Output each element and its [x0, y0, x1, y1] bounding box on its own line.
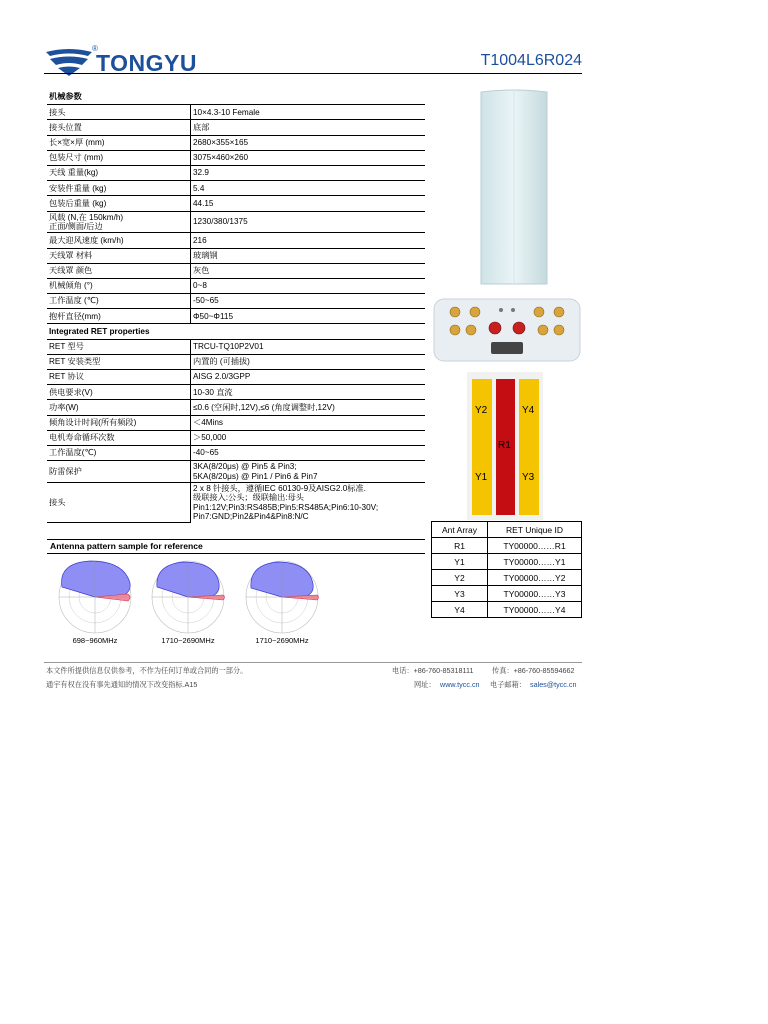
table-row: 工作温度(℃) -40~65 — [47, 445, 425, 460]
pattern-divider-top — [47, 539, 425, 540]
label-r1: R1 — [498, 440, 511, 451]
pattern-label-3: 1710~2690MHz — [255, 636, 309, 645]
table-row: 电机寿命循环次数 ＞50,000 — [47, 430, 425, 445]
footer-divider — [44, 662, 582, 663]
table-row: 风载 (N,在 150km/h) 正面/侧面/后边 1230/380/1375 — [47, 211, 425, 233]
footer-email-label: 电子邮箱： — [490, 680, 526, 689]
connector-panel-image — [433, 298, 581, 362]
table-row: 防雷保护 3KA(8/20μs) @ Pin5 & Pin3; 5KA(8/20μs) @ Pin1 / Pin6 & Pin7 — [47, 461, 425, 483]
polar-pattern-1-icon — [50, 557, 140, 637]
table-row: 接头位置 底部 — [47, 120, 425, 135]
footer-note-2: 通宇有权在没有事先通知的情况下改变指标.A15 — [46, 680, 198, 689]
array-column-right — [519, 379, 539, 515]
mech-title: 机械参数 — [47, 90, 425, 105]
antenna-radome-image — [475, 88, 553, 288]
ret-id-table — [431, 521, 582, 618]
polar-pattern-3-icon — [237, 557, 327, 637]
table-row: 抱杆直径(mm) Φ50~Φ115 — [47, 309, 425, 324]
table-row: 功率(W) ≤0.6 (空闲时,12V),≤6 (角度调整时,12V) — [47, 400, 425, 415]
label-y4: Y4 — [522, 405, 535, 416]
array-column-left — [472, 379, 492, 515]
footer-email-link[interactable]: sales@tycc.cn — [530, 680, 577, 689]
table-row: Y4 TY00000……Y4 — [432, 602, 582, 618]
table-row: 最大迎风速度 (km/h) 216 — [47, 233, 425, 248]
spec-table — [47, 90, 425, 523]
table-row: 接头 10×4.3-10 Female — [47, 105, 425, 120]
table-row: 长×宽×厚 (mm) 2680×355×165 — [47, 135, 425, 150]
table-row: 供电要求(V) 10-30 直流 — [47, 385, 425, 400]
table-row: RET 型号 TRCU-TQ10P2V01 — [47, 339, 425, 354]
table-row: 包装后重量 (kg) 44.15 — [47, 196, 425, 211]
pattern-title: Antenna pattern sample for reference — [50, 541, 203, 551]
section-header — [47, 324, 425, 339]
footer-web-link[interactable]: www.tycc.cn — [440, 680, 480, 689]
brand-name: TONGYU — [96, 50, 197, 76]
array-diagram — [467, 372, 543, 520]
table-row: 天线罩 颜色 灰色 — [47, 263, 425, 278]
table-row: 天线罩 材料 玻璃钢 — [47, 248, 425, 263]
pattern-label-2: 1710~2690MHz — [161, 636, 215, 645]
table-row: Y3 TY00000……Y3 — [432, 586, 582, 602]
label-y3: Y3 — [522, 472, 535, 483]
label-y2: Y2 — [475, 405, 488, 416]
registered-mark: ® — [92, 44, 98, 53]
table-row: Y2 TY00000……Y2 — [432, 570, 582, 586]
table-row: 工作温度 (℃) -50~65 — [47, 294, 425, 309]
table-row: R1 TY00000……R1 — [432, 538, 582, 554]
table-row: 机械倾角 (°) 0~8 — [47, 278, 425, 293]
table-row: RET 安装类型 内置的 (可插拔) — [47, 354, 425, 369]
table-header-row: Ant Array RET Unique ID — [432, 522, 582, 538]
pattern-label-1: 698~960MHz — [72, 636, 118, 645]
table-row: 安装件重量 (kg) 5.4 — [47, 181, 425, 196]
table-row: 天线 重量(kg) 32.9 — [47, 165, 425, 180]
section-header — [47, 90, 425, 105]
footer-note-1: 本文件所提供信息仅供参考，不作为任何订单或合同的一部分。 — [46, 666, 248, 675]
table-row: Y1 TY00000……Y1 — [432, 554, 582, 570]
table-row: 接头 2 x 8 针接头，遵循IEC 60130-9及AISG2.0标准. 级联接入:公头；级联输出:母头 Pin1:12V;Pin3:RS485B;Pin5:RS485A;Pin6:10-30V; Pin7:GND;Pin2&Pin4&Pin8:N/C — [49, 484, 379, 522]
table-row: 倾角设计时间(所有频段) ＜4Mins — [47, 415, 425, 430]
ret-title: Integrated RET properties — [47, 324, 425, 339]
footer-web-label: 网址： — [414, 680, 436, 689]
label-y1: Y1 — [475, 472, 488, 483]
footer-tel: 电话：+86-760-85318111 — [392, 666, 474, 675]
model-number: T1004L6R024 — [480, 52, 582, 69]
table-row: RET 协议 AISG 2.0/3GPP — [47, 370, 425, 385]
header-divider — [44, 73, 582, 74]
table-row: 包装尺寸 (mm) 3075×460×260 — [47, 150, 425, 165]
pattern-divider — [47, 553, 425, 554]
polar-pattern-2-icon — [143, 557, 233, 637]
footer-fax: 传真：+86-760-85594662 — [492, 666, 575, 675]
